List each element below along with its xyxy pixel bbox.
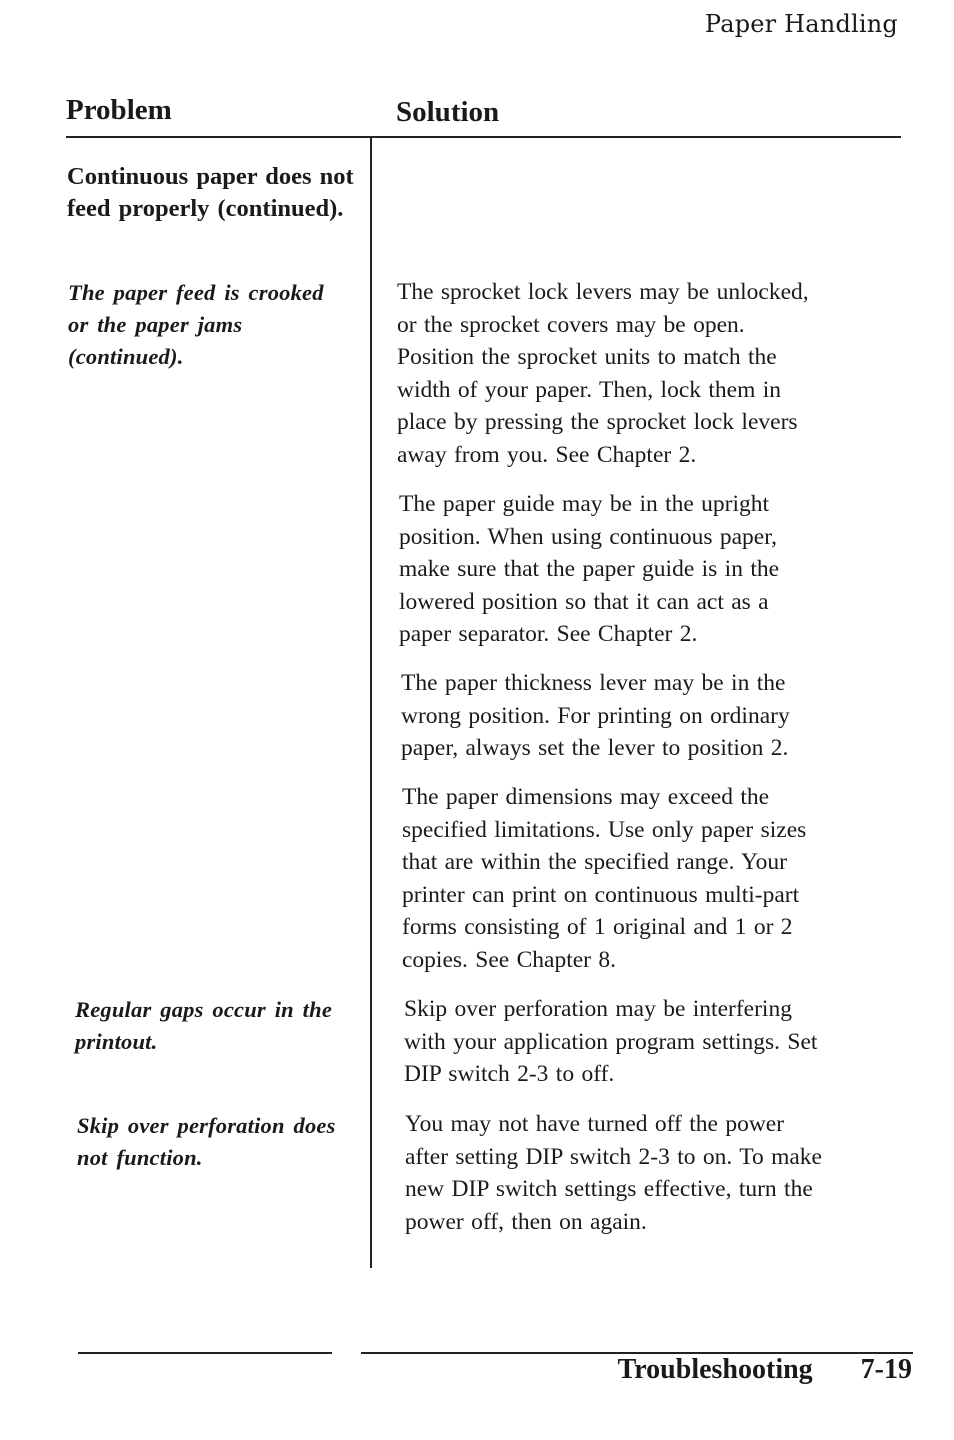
page-number: 7-19 [860, 1354, 912, 1385]
solution-line: specified limitations. Use only paper sizes [402, 816, 807, 843]
solution-line: width of your paper. Then, lock them in [397, 376, 782, 403]
page-footer [618, 1354, 912, 1386]
solution-paper-guide [399, 488, 904, 651]
solution-line: place by pressing the sprocket lock levers [397, 409, 798, 435]
solution-line: with your application program settings. Set [404, 1028, 818, 1055]
solution-line: Position the sprocket units to match the [397, 344, 777, 370]
problem-column-heading: Problem [66, 94, 172, 126]
solution-line: The paper thickness lever may be in the [401, 670, 786, 696]
solution-line: The paper guide may be in the upright [399, 491, 770, 517]
solution-line: The sprocket lock levers may be unlocked, [397, 279, 809, 305]
solution-line: DIP switch 2-3 to off. [404, 1061, 615, 1087]
problem-category: Continuous paper does not feed properly (continued). [67, 163, 354, 222]
solution-line: copies. See Chapter 8. [402, 946, 616, 973]
footer-section-title: Troubleshooting [617, 1354, 813, 1385]
solution-line: new DIP switch settings effective, turn the [405, 1176, 813, 1202]
problem-paper-feed-crooked: The paper feed is crooked or the paper jams (continued). [68, 280, 324, 369]
column-divider [370, 137, 372, 1268]
solution-line: lowered position so that it can act as a [399, 588, 769, 615]
solution-line: away from you. See Chapter 2. [397, 441, 697, 468]
solution-line: printer can print on continuous multi-part [402, 881, 800, 908]
solution-line: paper, always set the lever to position 2. [401, 735, 789, 761]
solution-paper-dimensions [402, 781, 907, 976]
header-rule [66, 136, 901, 138]
solution-line: after setting DIP switch 2-3 to on. To make [405, 1143, 822, 1170]
solution-line: The paper dimensions may exceed the [402, 784, 770, 810]
solution-column-heading: Solution [396, 96, 500, 128]
solution-power-cycle [405, 1108, 910, 1238]
solution-line: wrong position. For printing on ordinary [401, 702, 790, 729]
problem-regular-gaps: Regular gaps occur in the printout. [75, 997, 333, 1054]
solution-skip-perforation-interfering [404, 993, 909, 1091]
solution-line: You may not have turned off the power [405, 1111, 785, 1137]
solution-line: or the sprocket covers may be open. [397, 311, 745, 338]
problem-skip-perforation: Skip over perforation does not function. [77, 1113, 336, 1170]
solution-line: Skip over perforation may be interfering [404, 996, 792, 1022]
running-head: Paper Handling [704, 10, 898, 38]
solution-line: power off, then on again. [405, 1208, 647, 1235]
solution-line: make sure that the paper guide is in the [399, 556, 780, 582]
footer-rule-left [78, 1352, 332, 1354]
solution-line: that are within the specified range. Your [402, 849, 787, 875]
solution-line: position. When using continuous paper, [399, 523, 777, 550]
solution-line: paper separator. See Chapter 2. [399, 621, 698, 647]
solution-sprocket-levers [397, 276, 902, 471]
solution-line: forms consisting of 1 original and 1 or 2 [402, 914, 793, 940]
solution-thickness-lever [401, 667, 906, 765]
